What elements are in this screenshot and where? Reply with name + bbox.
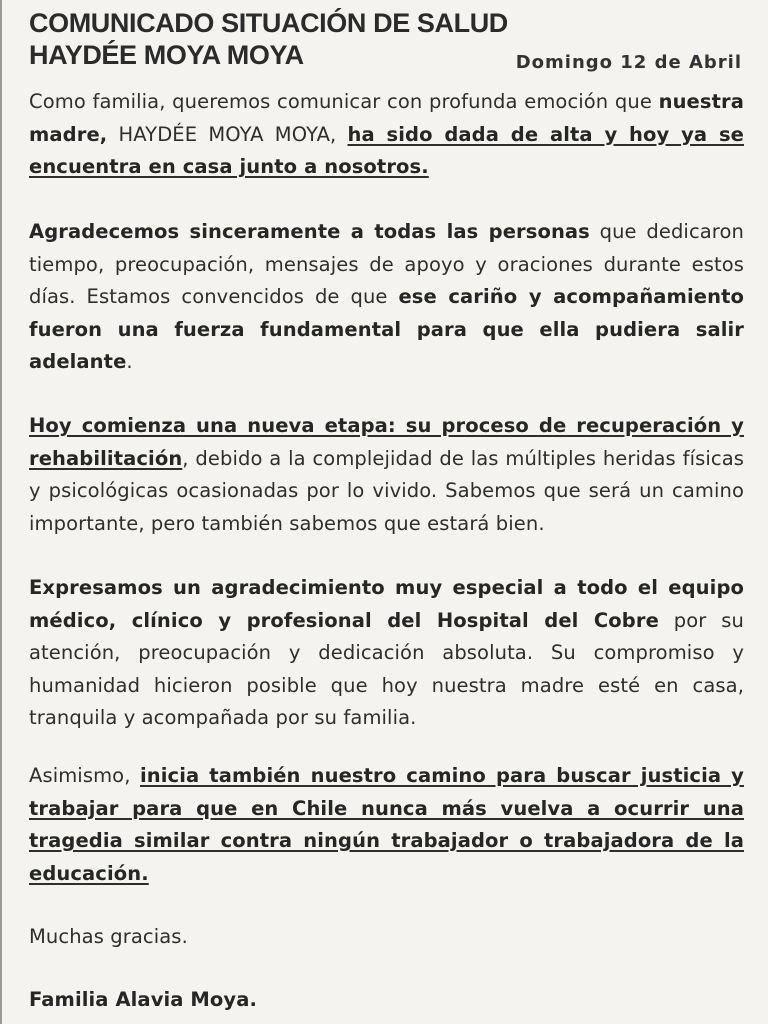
closing-thanks: Muchas gracias. (29, 925, 188, 948)
paragraph-hospital-thanks (29, 572, 744, 735)
heading-subject-name: HAYDÉE MOYA MOYA (29, 40, 304, 70)
document-heading (29, 7, 508, 71)
p4-bold-1: Expresamos un agradecimiento muy especial a todo el equipo médico, clínico y profesional del Hospital del Cobre (29, 576, 744, 632)
p2-bold-1: Agradecemos sinceramente a todas las personas (29, 220, 590, 243)
paragraph-justice (29, 760, 744, 890)
paragraph-thanks (29, 216, 744, 379)
p1-text-1: Como familia, queremos comunicar con profunda emoción que (29, 90, 659, 113)
p5-text-1: Asimismo, (29, 764, 140, 787)
p2-bold-2: ese cariño y acompañamiento fueron una fuerza fundamental para que ella pudiera salir adelante (29, 285, 744, 373)
p1-text-2: HAYDÉE MOYA MOYA, (107, 122, 348, 146)
p1-bold-1: nuestra madre, (29, 90, 744, 146)
p3-underlined-bold: Hoy comienza una nueva etapa: su proceso de recuperación y rehabilitación (29, 414, 744, 470)
document-date: Domingo 12 de Abril (515, 52, 742, 73)
p2-text-2: . (126, 350, 133, 373)
signature (29, 984, 744, 1017)
paragraph-discharge (29, 86, 744, 184)
p5-underlined-bold: inicia también nuestro camino para buscar justicia y trabajar para que en Chile nunca más vuelva a ocurrir una tragedia similar contra ningún trabajador o trabajadora de la educación. (29, 764, 744, 885)
p2-text-1: que dedicaron tiempo, preocupación, mensajes de apoyo y oraciones durante estos días. Estamos convencidos de que (29, 220, 744, 308)
paragraph-recovery (29, 410, 744, 540)
p4-text-1: por su atención, preocupación y dedicación absoluta. Su compromiso y humanidad hicieron posible que hoy nuestra madre esté en casa, tranquila y acompañada por su familia. (29, 608, 744, 729)
heading-title: COMUNICADO SITUACIÓN DE SALUD (29, 8, 508, 38)
p3-text-1: , debido a la complejidad de las múltiples heridas físicas y psicológicas ocasionadas por lo vivido. Sabemos que será un camino importante, pero también sabemos que estará bien. (29, 446, 744, 535)
signature-name: Familia Alavia Moya. (29, 988, 258, 1011)
p1-underlined-bold: ha sido dada de alta y hoy ya se encuentra en casa junto a nosotros. (29, 122, 745, 178)
